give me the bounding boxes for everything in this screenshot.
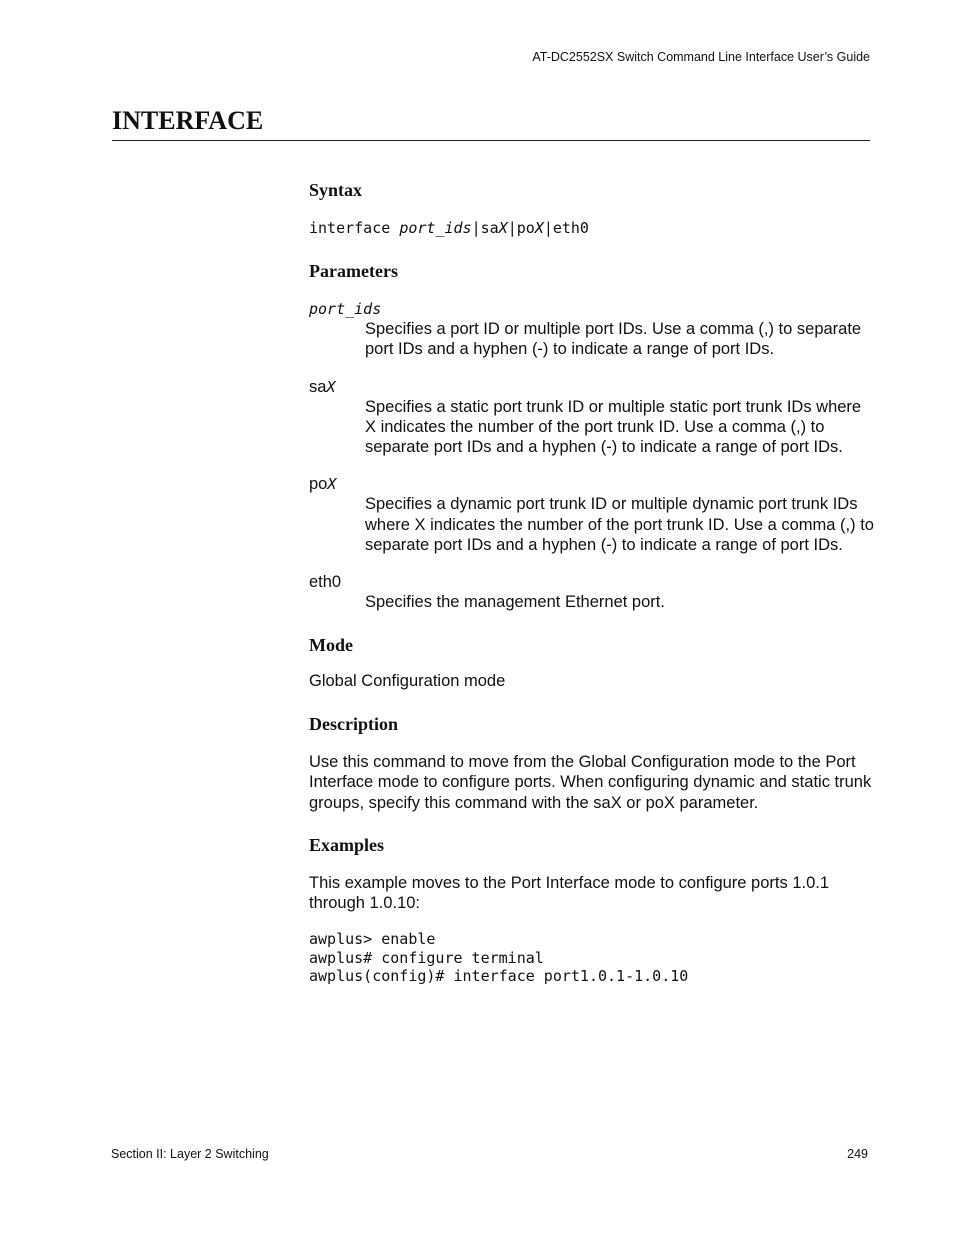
param-term-var: X — [326, 377, 336, 396]
mode-heading: Mode — [309, 634, 353, 655]
syntax-var-x: X — [498, 219, 508, 237]
syntax-heading: Syntax — [309, 180, 363, 200]
description-text: Use this command to move from the Global Configuration mode to the Port Interface mode to configure ports. When configuring dynamic and static trunk groups, specify this command with the saX or poX parameter. — [309, 752, 872, 812]
code-line: awplus> enable — [309, 930, 436, 949]
running-header: AT-DC2552SX Switch Command Line Interface User’s Guide — [532, 50, 870, 64]
page-number: 249 — [847, 1147, 868, 1161]
param-term-var: X — [327, 475, 337, 494]
syntax-sep: |po — [507, 219, 535, 237]
param-description: Specifies the management Ethernet port. — [365, 593, 665, 612]
syntax-arg-port-ids: port_ids — [399, 219, 472, 237]
syntax-var-x: X — [534, 219, 544, 237]
param-description: Specifies a static port trunk ID or multiple static port trunk IDs where X indicates the number of the port trunk ID. Use a comma (,) to separate port IDs and a hyphen (-) to indicate a range of port IDs. — [365, 397, 862, 457]
param-description: Specifies a dynamic port trunk ID or multiple dynamic port trunk IDs where X indicates the number of the port trunk ID. Use a comma (,) to separate port IDs and a hyphen (-) to indicate a range of port IDs. — [365, 495, 874, 555]
examples-heading: Examples — [309, 834, 385, 855]
syntax-command: interface — [309, 219, 400, 237]
title-rule — [112, 140, 870, 141]
param-term-prefix: po — [309, 475, 328, 494]
param-port-ids — [309, 299, 874, 360]
description-heading: Description — [309, 713, 398, 734]
param-pox — [309, 474, 874, 555]
code-line: awplus(config)# interface port1.0.1-1.0.10 — [309, 967, 689, 986]
param-term: port_ids — [309, 300, 382, 318]
param-term-prefix: sa — [309, 377, 327, 396]
param-eth0 — [309, 572, 874, 612]
param-term — [309, 474, 874, 494]
code-line: awplus# configure terminal — [309, 948, 544, 967]
param-term — [309, 377, 874, 397]
footer-section: Section II: Layer 2 Switching — [111, 1147, 269, 1161]
parameters-heading: Parameters — [309, 261, 398, 281]
main-content — [309, 178, 874, 986]
syntax-sep: |sa — [471, 219, 499, 237]
page-title: INTERFACE — [112, 106, 264, 135]
param-description: Specifies a port ID or multiple port IDs. Use a comma (,) to separate port IDs and a hyphen (-) to indicate a range of port IDs. — [365, 320, 862, 359]
mode-text: Global Configuration mode — [309, 671, 506, 690]
syntax-sep: |eth0 — [543, 219, 589, 237]
param-term: eth0 — [309, 573, 342, 592]
syntax-line — [309, 218, 874, 238]
param-sax — [309, 377, 874, 458]
examples-intro: This example moves to the Port Interface mode to configure ports 1.0.1 through 1.0.10: — [309, 873, 830, 913]
code-block — [309, 930, 874, 986]
